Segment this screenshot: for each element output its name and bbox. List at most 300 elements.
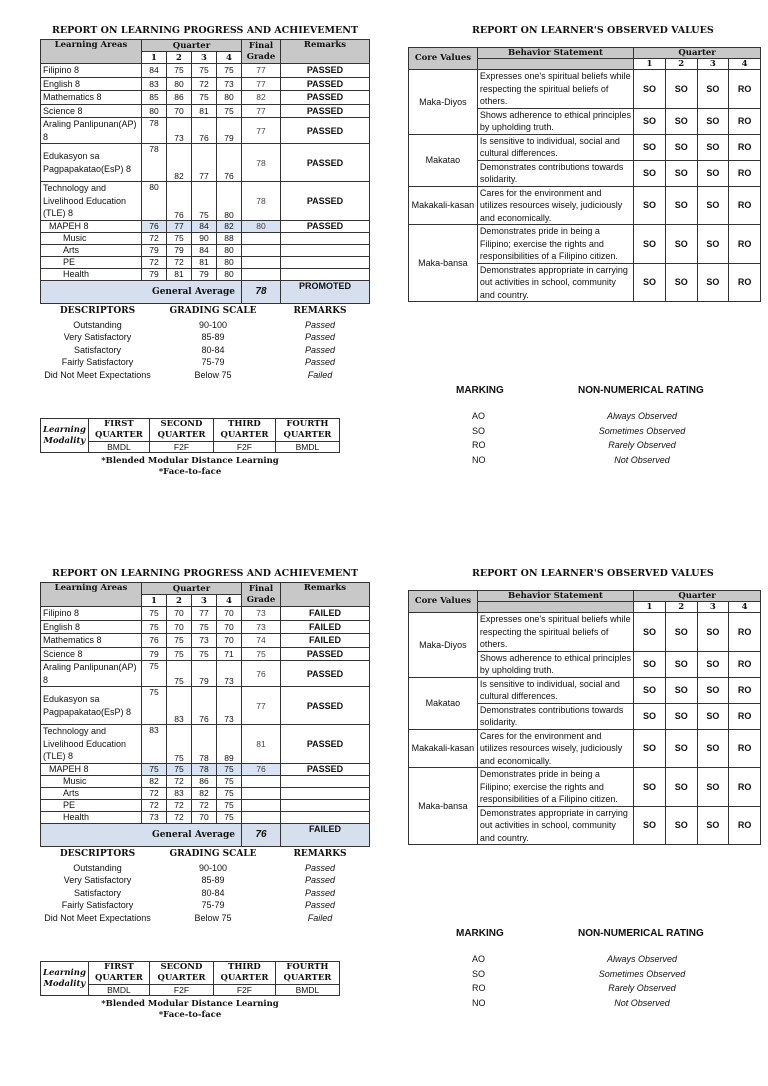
subject-row [41, 118, 370, 144]
final-grade: 75 [242, 647, 281, 661]
rating-header: NON-NUMERICAL RATING [578, 928, 704, 939]
descriptor-cell: Outstanding [73, 319, 122, 330]
behavior-rating: RO [729, 651, 761, 677]
marking-header: MARKING [456, 928, 504, 939]
header-core-values: Core Values [409, 591, 478, 613]
header-quarter-4: 4 [729, 59, 761, 70]
marking-meaning: Always Observed [606, 954, 678, 964]
header-quarter-2: 2 [665, 602, 697, 613]
behavior-rating: SO [697, 134, 729, 160]
header-quarter: Quarter [142, 583, 242, 595]
grading-descriptors [40, 848, 360, 928]
observed-values-table [408, 47, 761, 302]
header-behavior: Behavior Statement [477, 591, 633, 602]
learning-progress-section [40, 568, 370, 847]
mapeh-component-row [41, 775, 370, 787]
modality-header: THIRD QUARTER [214, 419, 276, 442]
progress-title: REPORT ON LEARNING PROGRESS AND ACHIEVEMENT [51, 25, 359, 36]
descriptor-column-header: REMARKS [293, 849, 347, 859]
behavior-rating: SO [634, 70, 666, 109]
behavior-rating: RO [729, 729, 761, 768]
final-grade: 82 [242, 91, 281, 105]
behavior-rating: SO [697, 225, 729, 264]
header-quarter-1: 1 [142, 595, 167, 607]
quarter-grade: 75 [192, 647, 217, 661]
learning-modality-table [40, 418, 340, 453]
general-remark: FAILED [281, 823, 370, 846]
quarter-grade: 75 [142, 687, 167, 725]
subject-name: Filipino 8 [41, 64, 142, 78]
component-name: Health [41, 811, 142, 823]
modality-note: *Face-to-face [158, 1010, 222, 1020]
quarter-grade: 72 [142, 256, 167, 268]
header-quarter-3: 3 [192, 52, 217, 64]
report-card [0, 543, 768, 1086]
empty-cell [242, 775, 281, 787]
behavior-rating: SO [634, 134, 666, 160]
quarter-grade: 80 [217, 268, 242, 280]
behavior-statement: Demonstrates pride in being a Filipino; exercise the rights and responsibilities of a Filipino citizen. [477, 768, 633, 807]
marking-header-row [456, 385, 756, 409]
quarter-grade: 75 [167, 634, 192, 648]
behavior-rating: SO [697, 677, 729, 703]
mapeh-component-row [41, 811, 370, 823]
header-quarter-2: 2 [167, 595, 192, 607]
empty-cell [242, 787, 281, 799]
quarter-grade: 75 [167, 64, 192, 78]
modality-value: BMDL [88, 442, 149, 453]
quarter-grade: 82 [142, 775, 167, 787]
subject-row [41, 647, 370, 661]
behavior-statement: Demonstrates contributions towards solidarity. [477, 160, 633, 186]
behavior-rating: SO [634, 225, 666, 264]
component-name: Music [41, 232, 142, 244]
behavior-rating: SO [634, 651, 666, 677]
quarter-grade: 85 [142, 91, 167, 105]
general-average-value: 78 [242, 280, 281, 303]
descriptor-cell: 85-89 [201, 332, 225, 342]
mapeh-row [41, 763, 370, 775]
subject-row [41, 64, 370, 78]
subject-row [41, 91, 370, 105]
quarter-grade: 76 [142, 220, 167, 232]
final-grade: 78 [242, 182, 281, 221]
subject-remark: PASSED [281, 220, 370, 232]
quarter-grade: 80 [217, 244, 242, 256]
quarter-grade: 78 [192, 763, 217, 775]
empty-cell [281, 256, 370, 268]
behavior-statement: Shows adherence to ethical principles by upholding truth. [477, 108, 633, 134]
final-grade: 76 [242, 763, 281, 775]
marking-meaning: Not Observed [614, 997, 670, 1008]
descriptor-column-header: REMARKS [293, 306, 347, 316]
marking-code: NO [472, 997, 486, 1008]
descriptor-column [40, 848, 155, 924]
empty-cell [242, 799, 281, 811]
marking-code: RO [472, 983, 486, 993]
quarter-grade: 88 [217, 232, 242, 244]
subject-row [41, 661, 370, 687]
quarter-grade: 83 [167, 687, 192, 725]
mapeh-component-row [41, 799, 370, 811]
header-quarter-4: 4 [217, 595, 242, 607]
header-final-grade: Final Grade [242, 583, 281, 607]
quarter-grade: 72 [167, 256, 192, 268]
marking-code: RO [472, 440, 486, 450]
quarter-grade: 75 [217, 799, 242, 811]
quarter-grade: 75 [217, 787, 242, 799]
marking-code: SO [472, 425, 486, 436]
subject-remark: PASSED [281, 763, 370, 775]
quarter-grade: 76 [192, 687, 217, 725]
modality-header: FOURTH QUARTER [275, 962, 339, 985]
quarter-grade: 79 [142, 647, 167, 661]
quarter-grade: 70 [217, 607, 242, 621]
behavior-rating: SO [634, 768, 666, 807]
final-grade: 77 [242, 687, 281, 725]
quarter-grade: 73 [217, 77, 242, 91]
header-behavior-spacer [477, 602, 633, 613]
header-quarter-4: 4 [729, 602, 761, 613]
quarter-grade: 75 [192, 182, 217, 221]
quarter-grade: 75 [142, 661, 167, 687]
quarter-grade: 82 [167, 144, 192, 182]
header-learning-areas: Learning Areas [41, 583, 142, 607]
learning-progress-section [40, 25, 370, 304]
quarter-grade: 70 [217, 620, 242, 634]
descriptor-column [168, 848, 258, 924]
quarter-grade: 79 [192, 268, 217, 280]
header-remarks: Remarks [281, 40, 370, 64]
behavior-rating: SO [665, 703, 697, 729]
marking-code: AO [472, 954, 486, 964]
behavior-rating: RO [729, 768, 761, 807]
empty-cell [281, 811, 370, 823]
descriptor-cell: Passed [304, 319, 336, 330]
quarter-grade: 84 [192, 220, 217, 232]
final-grade: 76 [242, 661, 281, 687]
quarter-grade: 79 [217, 118, 242, 144]
behavior-statement: Is sensitive to individual, social and cultural differences. [477, 134, 633, 160]
subject-row [41, 104, 370, 118]
quarter-grade: 72 [142, 799, 167, 811]
empty-cell [242, 256, 281, 268]
modality-value: BMDL [275, 985, 339, 996]
behavior-statement: Expresses one's spiritual beliefs while respecting the spiritual beliefs of others. [477, 70, 633, 109]
modality-header: THIRD QUARTER [214, 962, 276, 985]
descriptor-cell: 80-84 [201, 344, 225, 355]
quarter-grade: 71 [217, 647, 242, 661]
behavior-rating: SO [665, 806, 697, 845]
core-value-name: Makatao [409, 677, 478, 729]
quarter-grade: 72 [192, 77, 217, 91]
behavior-rating: RO [729, 263, 761, 302]
descriptor-column-header: DESCRIPTORS [59, 849, 136, 859]
behavior-rating: SO [697, 70, 729, 109]
quarter-grade: 76 [142, 634, 167, 648]
quarter-grade: 77 [167, 220, 192, 232]
quarter-grade: 77 [192, 144, 217, 182]
descriptor-cell: Passed [304, 887, 336, 898]
component-name: Arts [41, 244, 142, 256]
modality-value: F2F [149, 985, 213, 996]
marking-meaning: Sometimes Observed [598, 968, 686, 979]
descriptor-cell: Passed [304, 900, 336, 910]
subject-remark: PASSED [281, 77, 370, 91]
marking-row [456, 952, 756, 967]
component-name: Health [41, 268, 142, 280]
modality-value: F2F [149, 442, 213, 453]
quarter-grade: 77 [192, 607, 217, 621]
quarter-grade: 75 [217, 811, 242, 823]
quarter-grade: 75 [142, 607, 167, 621]
modality-value: F2F [214, 985, 276, 996]
behavior-rating: SO [697, 186, 729, 225]
quarter-grade: 70 [167, 104, 192, 118]
quarter-grade: 80 [142, 104, 167, 118]
quarter-grade: 70 [217, 634, 242, 648]
empty-cell [281, 244, 370, 256]
quarter-grade: 75 [167, 232, 192, 244]
quarter-grade: 76 [192, 118, 217, 144]
behavior-rating: SO [665, 677, 697, 703]
subject-row [41, 634, 370, 648]
behavior-rating: SO [634, 160, 666, 186]
quarter-grade: 81 [167, 268, 192, 280]
quarter-grade: 75 [167, 661, 192, 687]
behavior-rating: RO [729, 703, 761, 729]
subject-name: Araling Panlipunan(AP) 8 [41, 661, 142, 687]
marking-row [456, 453, 756, 468]
behavior-rating: SO [697, 108, 729, 134]
quarter-grade: 75 [167, 725, 192, 764]
quarter-grade: 70 [192, 811, 217, 823]
subject-remark: PASSED [281, 118, 370, 144]
modality-label: Learning Modality [41, 962, 89, 996]
header-quarter-2: 2 [167, 52, 192, 64]
subject-row [41, 687, 370, 725]
subject-name: Filipino 8 [41, 607, 142, 621]
header-learning-areas: Learning Areas [41, 40, 142, 64]
descriptor-cell: Very Satisfactory [63, 875, 132, 885]
marking-row [456, 409, 756, 424]
quarter-grade: 75 [167, 763, 192, 775]
subject-row [41, 725, 370, 764]
behavior-rating: SO [665, 729, 697, 768]
core-value-name: Makatao [409, 134, 478, 186]
final-grade: 77 [242, 64, 281, 78]
marking-row [456, 981, 756, 996]
descriptor-cell: Passed [304, 332, 336, 342]
marking-code: SO [472, 968, 486, 979]
descriptor-cell: 85-89 [201, 875, 225, 885]
final-grade: 81 [242, 725, 281, 764]
marking-legend [456, 385, 756, 467]
final-grade: 78 [242, 144, 281, 182]
behavior-statement: Cares for the environment and utilizes resources wisely, judiciously and economically. [477, 729, 633, 768]
marking-row [456, 996, 756, 1011]
general-average-label: General Average [41, 823, 242, 846]
modality-notes [40, 999, 340, 1021]
quarter-grade: 79 [167, 244, 192, 256]
subject-name: Araling Panlipunan(AP) 8 [41, 118, 142, 144]
subject-remark: PASSED [281, 661, 370, 687]
general-average-value: 76 [242, 823, 281, 846]
values-title: REPORT ON LEARNER'S OBSERVED VALUES [472, 25, 714, 36]
behavior-rating: SO [697, 703, 729, 729]
final-grade: 77 [242, 104, 281, 118]
modality-notes [40, 456, 340, 478]
behavior-statement: Demonstrates appropriate in carrying out activities in school, community and country. [477, 806, 633, 845]
mapeh-component-row [41, 232, 370, 244]
quarter-grade: 75 [217, 763, 242, 775]
descriptor-cell: Failed [307, 369, 333, 380]
subject-remark: PASSED [281, 687, 370, 725]
subject-name: Science 8 [41, 647, 142, 661]
empty-cell [242, 268, 281, 280]
subject-name: MAPEH 8 [41, 763, 142, 775]
marking-meaning: Rarely Observed [608, 440, 676, 450]
modality-header: SECOND QUARTER [149, 962, 213, 985]
final-grade: 73 [242, 620, 281, 634]
observed-values-section [408, 568, 761, 845]
subject-remark: PASSED [281, 91, 370, 105]
modality-note: *Blended Modular Distance Learning [101, 999, 279, 1009]
quarter-grade: 75 [167, 647, 192, 661]
behavior-rating: SO [665, 160, 697, 186]
quarter-grade: 89 [217, 725, 242, 764]
behavior-row [409, 768, 761, 807]
quarter-grade: 75 [192, 91, 217, 105]
subject-row [41, 144, 370, 182]
behavior-rating: SO [665, 651, 697, 677]
behavior-row [409, 677, 761, 703]
quarter-grade: 83 [167, 787, 192, 799]
quarter-grade: 80 [142, 182, 167, 221]
core-value-name: Makakali-kasan [409, 729, 478, 768]
modality-value: BMDL [88, 985, 149, 996]
quarter-grade: 82 [217, 220, 242, 232]
marking-header-row [456, 928, 756, 952]
behavior-rating: SO [634, 186, 666, 225]
header-quarter-3: 3 [697, 602, 729, 613]
behavior-rating: SO [665, 186, 697, 225]
quarter-grade: 83 [142, 725, 167, 764]
descriptor-cell: Below 75 [194, 912, 232, 923]
header-quarter-1: 1 [634, 59, 666, 70]
behavior-rating: SO [634, 613, 666, 652]
behavior-rating: RO [729, 806, 761, 845]
marking-header: MARKING [456, 385, 504, 396]
header-quarter-1: 1 [634, 602, 666, 613]
behavior-rating: SO [665, 134, 697, 160]
marking-row [456, 438, 756, 453]
final-grade: 80 [242, 220, 281, 232]
final-grade: 77 [242, 118, 281, 144]
header-behavior-spacer [477, 59, 633, 70]
mapeh-component-row [41, 268, 370, 280]
header-quarter-4: 4 [217, 52, 242, 64]
subject-remark: PASSED [281, 104, 370, 118]
marking-code: NO [472, 454, 486, 465]
subject-remark: FAILED [281, 620, 370, 634]
behavior-rating: SO [634, 263, 666, 302]
learning-modality-table [40, 961, 340, 996]
quarter-grade: 78 [142, 118, 167, 144]
general-average-label: General Average [41, 280, 242, 303]
behavior-rating: SO [665, 225, 697, 264]
general-average-row [41, 280, 370, 303]
descriptor-cell: Passed [304, 862, 336, 873]
descriptor-cell: Below 75 [194, 369, 232, 380]
descriptor-cell: Very Satisfactory [63, 332, 132, 342]
quarter-grade: 75 [142, 763, 167, 775]
header-quarter-2: 2 [665, 59, 697, 70]
behavior-row [409, 70, 761, 109]
behavior-rating: SO [697, 160, 729, 186]
component-name: PE [41, 256, 142, 268]
descriptor-cell: Did Not Meet Expectations [44, 369, 151, 380]
descriptor-column-header: GRADING SCALE [169, 306, 257, 316]
quarter-grade: 72 [142, 787, 167, 799]
quarter-grade: 79 [142, 268, 167, 280]
core-value-name: Makakali-kasan [409, 186, 478, 225]
quarter-grade: 84 [142, 64, 167, 78]
marking-legend [456, 928, 756, 1010]
behavior-rating: SO [665, 263, 697, 302]
quarter-grade: 70 [167, 620, 192, 634]
quarter-grade: 73 [167, 118, 192, 144]
marking-row [456, 424, 756, 439]
header-quarter-3: 3 [697, 59, 729, 70]
quarter-grade: 73 [142, 811, 167, 823]
subject-row [41, 182, 370, 221]
empty-cell [242, 244, 281, 256]
observed-values-section [408, 25, 761, 302]
subject-remark: PASSED [281, 647, 370, 661]
empty-cell [281, 787, 370, 799]
observed-values-table [408, 590, 761, 845]
empty-cell [242, 232, 281, 244]
modality-note: *Blended Modular Distance Learning [101, 456, 279, 466]
behavior-rating: SO [634, 806, 666, 845]
quarter-grade: 86 [192, 775, 217, 787]
quarter-grade: 79 [192, 661, 217, 687]
quarter-grade: 80 [217, 182, 242, 221]
subject-name: Edukasyon sa Pagpapakatao(EsP) 8 [41, 144, 142, 182]
subject-remark: PASSED [281, 144, 370, 182]
behavior-statement: Demonstrates pride in being a Filipino; exercise the rights and responsibilities of a Filipino citizen. [477, 225, 633, 264]
subject-name: English 8 [41, 77, 142, 91]
component-name: PE [41, 799, 142, 811]
behavior-statement: Demonstrates contributions towards solidarity. [477, 703, 633, 729]
quarter-grade: 73 [217, 661, 242, 687]
subject-name: Science 8 [41, 104, 142, 118]
subject-remark: PASSED [281, 725, 370, 764]
marking-meaning: Rarely Observed [608, 983, 676, 993]
subject-row [41, 77, 370, 91]
quarter-grade: 86 [167, 91, 192, 105]
behavior-statement: Expresses one's spiritual beliefs while respecting the spiritual beliefs of others. [477, 613, 633, 652]
header-quarter-1: 1 [142, 52, 167, 64]
behavior-rating: SO [634, 729, 666, 768]
behavior-rating: SO [665, 613, 697, 652]
mapeh-component-row [41, 787, 370, 799]
behavior-rating: RO [729, 186, 761, 225]
subject-name: MAPEH 8 [41, 220, 142, 232]
subject-row [41, 607, 370, 621]
values-title: REPORT ON LEARNER'S OBSERVED VALUES [472, 568, 714, 579]
